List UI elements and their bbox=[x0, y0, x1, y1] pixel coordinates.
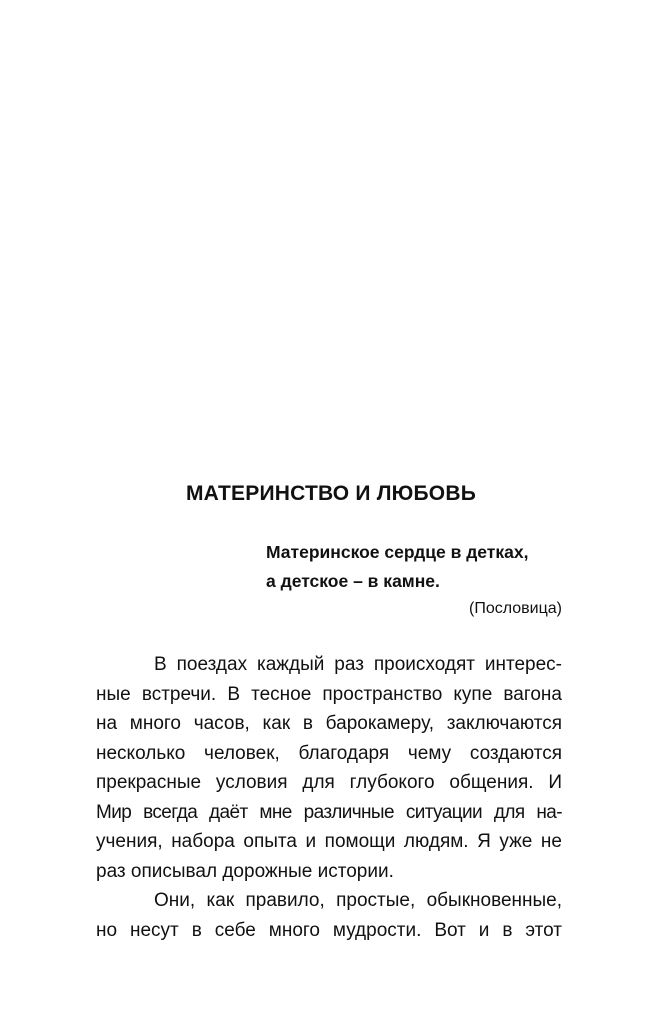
paragraph-line: несколько человек, благодаря чему создаются bbox=[96, 742, 562, 764]
epigraph-line: Материнское сердце в детках, bbox=[266, 542, 529, 562]
paragraph-line: учения, набора опыта и помощи людям. Я уже не bbox=[96, 831, 562, 852]
epigraph-line: а детское – в камне. bbox=[266, 571, 440, 591]
paragraph-line: ные встречи. В тесное пространство купе вагона bbox=[96, 683, 562, 705]
body-text bbox=[96, 650, 562, 945]
chapter-title: МАТЕРИНСТВО И ЛЮБОВЬ bbox=[185, 482, 476, 505]
epigraph bbox=[266, 538, 562, 621]
paragraph-line: В поездах каждый раз происходят интерес- bbox=[154, 654, 562, 675]
epigraph-source: (Пословица) bbox=[469, 600, 562, 617]
paragraph-line: но несут в себе много мудрости. Вот и в этот bbox=[96, 919, 562, 941]
paragraph-line: Мир всегда даёт мне различные ситуации для на- bbox=[96, 801, 562, 823]
paragraph-line: на много часов, как в барокамеру, заключаются bbox=[96, 713, 562, 734]
paragraph-line: Они, как правило, простые, обыкновенные, bbox=[154, 890, 562, 911]
paragraph-line: раз описывал дорожные истории. bbox=[96, 860, 394, 882]
paragraph-line: прекрасные условия для глубокого общения. И bbox=[96, 772, 562, 793]
